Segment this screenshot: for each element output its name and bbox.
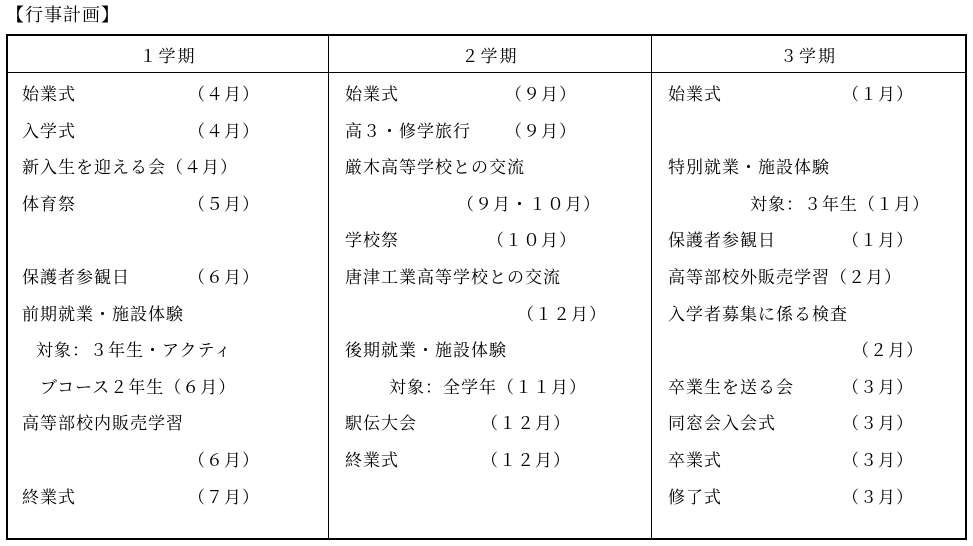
event-name: 特別就業・施設体験 xyxy=(668,158,830,179)
event-month: （４月） xyxy=(188,85,260,105)
event-month: （３月） xyxy=(842,377,914,398)
event-month: （１月） xyxy=(842,231,914,252)
event-line xyxy=(329,297,651,334)
event-line xyxy=(329,77,651,114)
term-3-column xyxy=(651,73,965,538)
empty-line xyxy=(8,223,328,260)
event-month: （１２月） xyxy=(517,304,607,325)
event-line xyxy=(329,187,651,224)
event-name: 始業式 xyxy=(22,85,76,105)
event-name: 高等部校外販売学習（２月） xyxy=(668,267,902,288)
event-name: 始業式 xyxy=(345,85,399,105)
event-month: （１０月） xyxy=(487,231,577,252)
header-term-1: １学期 xyxy=(139,46,197,67)
event-line xyxy=(652,297,965,334)
event-name: ブコース２年生（６月） xyxy=(40,377,237,398)
event-month: （１月） xyxy=(842,85,914,105)
event-month: （９月） xyxy=(505,121,577,142)
event-name: 新入生を迎える会（４月） xyxy=(22,158,238,179)
event-line xyxy=(8,77,328,114)
event-line xyxy=(8,297,328,334)
event-month: （７月） xyxy=(188,487,260,508)
event-name: 同窓会入会式 xyxy=(668,414,776,435)
event-name: 学校祭 xyxy=(345,231,399,252)
event-name: 修了式 xyxy=(668,487,722,508)
event-line xyxy=(8,114,328,151)
event-line xyxy=(8,406,328,443)
event-schedule-table xyxy=(6,34,967,540)
event-line xyxy=(329,333,651,370)
event-month: （６月） xyxy=(188,450,260,471)
event-month: （３月） xyxy=(842,450,914,471)
event-month: （４月） xyxy=(188,121,260,142)
event-line xyxy=(652,443,965,480)
event-name: 高３・修学旅行 xyxy=(345,121,471,142)
event-line xyxy=(329,114,651,151)
page-title: 【行事計画】 xyxy=(6,5,120,26)
event-name: 高等部校内販売学習 xyxy=(22,414,184,435)
event-line xyxy=(329,150,651,187)
event-month: （９月・１０月） xyxy=(457,194,601,215)
event-name: 終業式 xyxy=(345,450,399,471)
event-line xyxy=(8,443,328,480)
event-name: 入学者募集に係る検査 xyxy=(668,304,848,325)
event-line xyxy=(329,223,651,260)
event-name: 体育祭 xyxy=(22,194,76,215)
event-line xyxy=(329,443,651,480)
event-month: （９月） xyxy=(505,85,577,105)
event-name: 始業式 xyxy=(668,85,722,105)
event-month: （３月） xyxy=(842,487,914,508)
event-line xyxy=(652,370,965,407)
event-line xyxy=(652,77,965,114)
event-name: 対象：３年生・アクティ xyxy=(36,341,233,362)
event-line xyxy=(652,406,965,443)
event-month: （３月） xyxy=(842,414,914,435)
event-name: 卒業生を送る会 xyxy=(668,377,794,398)
event-line xyxy=(329,406,651,443)
event-name: 保護者参観日 xyxy=(22,267,130,288)
event-name: 後期就業・施設体験 xyxy=(345,341,507,362)
event-line xyxy=(329,260,651,297)
event-line xyxy=(652,150,965,187)
term-1-column xyxy=(8,73,328,538)
event-line xyxy=(8,480,328,517)
event-name: 前期就業・施設体験 xyxy=(22,304,184,325)
event-name: 終業式 xyxy=(22,487,76,508)
event-name: 駅伝大会 xyxy=(345,414,417,435)
empty-line xyxy=(652,114,965,151)
header-row xyxy=(8,36,965,73)
event-line xyxy=(8,150,328,187)
event-line xyxy=(8,260,328,297)
event-line xyxy=(652,480,965,517)
event-name: 保護者参観日 xyxy=(668,231,776,252)
body-row xyxy=(8,73,965,538)
event-line xyxy=(652,260,965,297)
event-name: 対象：全学年（１１月） xyxy=(389,377,587,398)
header-term-3: ３学期 xyxy=(651,36,965,72)
event-name: 対象：３年生（１月） xyxy=(750,194,930,215)
event-month: （２月） xyxy=(852,341,924,362)
event-line xyxy=(652,187,965,224)
event-month: （６月） xyxy=(188,267,260,288)
event-line xyxy=(652,223,965,260)
event-line xyxy=(8,187,328,224)
event-month: （５月） xyxy=(188,194,260,215)
event-month: （１２月） xyxy=(481,450,571,471)
event-name: 厳木高等学校との交流 xyxy=(345,158,525,179)
term-2-column xyxy=(328,73,651,538)
event-name: 卒業式 xyxy=(668,450,722,471)
event-line xyxy=(8,333,328,370)
event-name: 入学式 xyxy=(22,121,76,142)
event-name: 唐津工業高等学校との交流 xyxy=(345,267,561,288)
event-line xyxy=(329,370,651,407)
event-month: （１２月） xyxy=(481,414,571,435)
event-line xyxy=(8,370,328,407)
event-line xyxy=(652,333,965,370)
header-term-2: ２学期 xyxy=(328,36,651,72)
